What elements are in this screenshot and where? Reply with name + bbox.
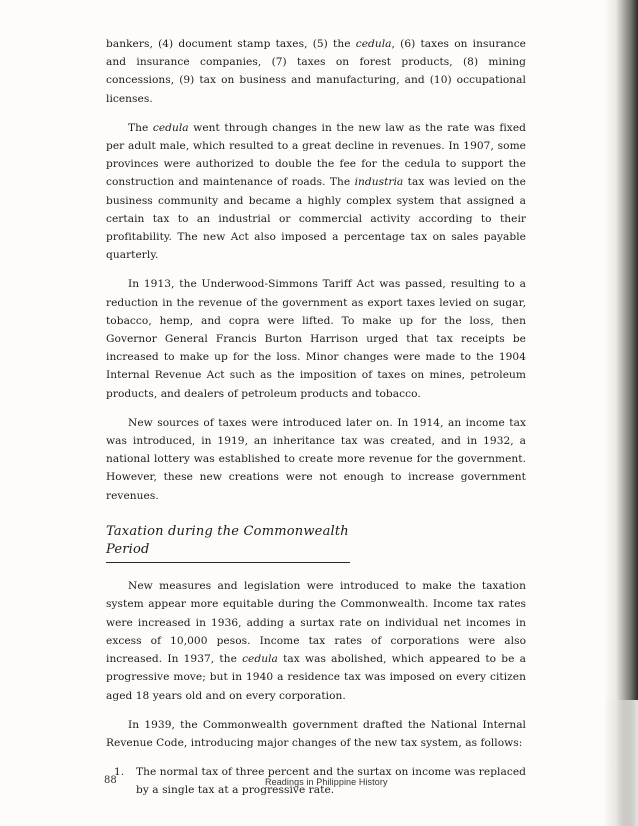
book-spine-fade xyxy=(604,700,638,826)
paragraph-5-italic: cedula xyxy=(242,653,278,666)
paragraph-5-text-a: New measures and legislation were introduced to make the taxation system appear more equitable during the Commonwealth. Income tax rates were increased in 1936, adding a surtax rate on individual net incomes in excess of 10,000 pesos. Income tax rates of corporations were also increased. In 1937, the xyxy=(106,580,526,666)
paragraph-3: In 1913, the Underwood-Simmons Tariff Act was passed, resulting to a reduction in the revenue of the government as export taxes levied on sugar, tobacco, hemp, and copra were lifted. To make up for the loss, then Governor General Francis Burton Harrison urged that tax receipts be increased to make up for the loss. Minor changes were made to the 1904 Internal Revenue Act such as the imposition of taxes on mines, petroleum products, and dealers of petroleum products and tobacco. xyxy=(106,278,526,400)
paragraph-1-text-b: , (6) taxes on insurance and insurance companies, (7) taxes on forest products, (8) mining concessions, (9) tax on business and manufacturing, and (10) occupational licenses. xyxy=(106,38,527,105)
paragraph-2-italic-2: industria xyxy=(354,176,404,189)
footer-book-title: Readings in Philippine History xyxy=(265,777,388,787)
paragraph-2-text-a: The xyxy=(128,121,153,134)
paragraph-5 xyxy=(106,577,526,704)
paragraph-4: New sources of taxes were introduced later on. In 1914, an income tax was introduced, in 1919, an inheritance tax was created, and in 1932, a national lottery was established to create more revenue for the government. However, these new creations were not enough to increase government revenues. xyxy=(106,416,526,502)
list-text: The normal tax of three percent and the surtax on income was replaced by a single tax at a progressive rate. xyxy=(136,766,526,797)
page-body xyxy=(106,35,526,800)
paragraph-2-text-c: tax was levied on the business community and became a highly complex system that assigned a certain tax to an industrial or commercial activity according to their profitability. The new Act also imposed a percentage tax on sales payable quarterly. xyxy=(106,176,526,262)
paragraph-2-text-b: went through changes in the new law as the rate was fixed per adult male, which resulted to a great decline in revenues. In 1907, some provinces were authorized to double the fee for the cedula to support the construction and maintenance of roads. The xyxy=(106,121,526,189)
paragraph-1-italic: cedula xyxy=(355,38,392,50)
paragraph-1-text-a: bankers, (4) document stamp taxes, (5) the xyxy=(106,38,356,50)
section-heading: Taxation during the Commonwealth Period xyxy=(106,523,350,563)
list-number: 1. xyxy=(114,766,125,779)
paragraph-5-text-b: tax was abolished, which appeared to be a progressive move; but in 1940 a residence tax was imposed on every citizen aged 18 years old and on every corporation. xyxy=(106,653,526,702)
paragraph-2-italic-1: cedula xyxy=(152,121,189,134)
paragraph-6: In 1939, the Commonwealth government drafted the National Internal Revenue Code, introducing major changes of the new tax system, as follows: xyxy=(106,718,526,749)
page-number: 88 xyxy=(104,775,117,786)
paragraph-2 xyxy=(106,119,526,265)
paragraph-1 xyxy=(106,35,526,108)
